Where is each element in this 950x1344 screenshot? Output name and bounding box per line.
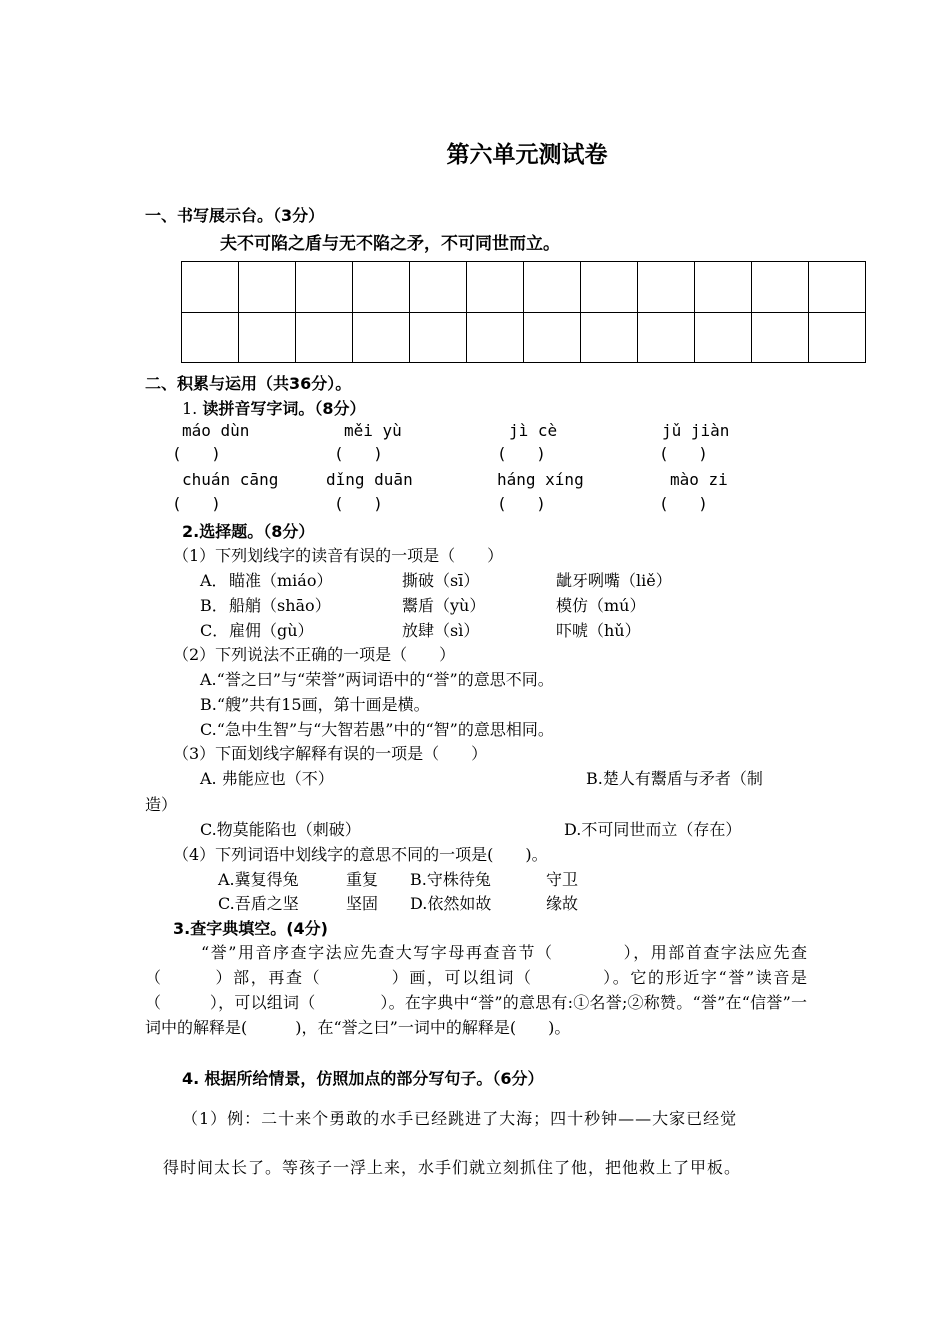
grid-cell[interactable] <box>353 262 410 313</box>
q2-3-option-d: D.不可同世而立（存在） <box>564 820 742 839</box>
q4-example-line-2: 得时间太长了。等孩子一浮上来，水手们就立刻抓住了他，把他救上了甲板。 <box>163 1158 742 1177</box>
q2-1-option-c-1: 雇佣（gù） <box>229 621 314 640</box>
answer-blank[interactable]: ( ) <box>659 444 708 463</box>
q2-2-option-b: B.“艘”共有15画，第十画是横。 <box>200 695 430 714</box>
q4-heading <box>182 1066 543 1089</box>
section-1-heading: 一、书写展示台。（3分） <box>145 206 325 225</box>
q2-4-stem: （4）下列词语中划线字的意思不同的一项是( )。 <box>173 845 548 864</box>
q2-1-option-b-2: 鬻盾（yù） <box>402 596 486 615</box>
answer-blank[interactable]: ( ) <box>334 444 383 463</box>
answer-blank[interactable]: ( ) <box>334 494 383 513</box>
pinyin-8: mào zi <box>670 470 728 489</box>
grid-cell[interactable] <box>752 312 809 363</box>
grid-cell[interactable] <box>695 262 752 313</box>
q2-3-option-a: A. 弗能应也（不） <box>200 769 334 788</box>
grid-cell[interactable] <box>581 312 638 363</box>
grid-cell[interactable] <box>182 262 239 313</box>
q1-number: 1. <box>182 399 198 418</box>
grid-cell[interactable] <box>296 262 353 313</box>
q2-1-option-c-3: 吓唬（hǔ） <box>556 621 641 640</box>
q2-1-option-c-2: 放肆（sì） <box>402 621 480 640</box>
q2-3-stem: （3）下面划线字解释有误的一项是（ ） <box>173 744 488 763</box>
grid-cell[interactable] <box>809 312 866 363</box>
pinyin-1: máo dùn <box>182 421 250 440</box>
pinyin-2: měi yù <box>344 421 402 440</box>
grid-cell[interactable] <box>239 312 296 363</box>
q2-1-option-a-1: 瞄准（miáo） <box>229 571 333 590</box>
q2-4-option-c: C.吾盾之坚 <box>218 894 299 913</box>
grid-row <box>182 312 866 363</box>
q1-title: 读拼音写字词。（8分） <box>202 399 366 418</box>
q2-1-option-a-3: 龇牙咧嘴（liě） <box>556 571 672 590</box>
grid-cell[interactable] <box>410 262 467 313</box>
q3-paragraph: “誉”用音序查字法应先查大写字母再查音节（ ），用部首查字法应先查（ ）部，再查（ ）画，可以组词（ ）。它的形近字“誉”读音是（ ），可以组词（ ）。在字典中“誉”的意思有:①名誉;②称赞。“誉”在“信誉”一词中的解释是( )，在“誉之曰”一词中的解释是( )。 <box>145 943 807 1037</box>
grid-cell[interactable] <box>239 262 296 313</box>
page-title: 第六单元测试卷 <box>446 142 608 168</box>
grid-cell[interactable] <box>524 262 581 313</box>
grid-cell[interactable] <box>581 262 638 313</box>
writing-grid <box>181 261 866 363</box>
grid-cell[interactable] <box>296 312 353 363</box>
q2-1-option-b-1: 船艄（shāo） <box>229 596 331 615</box>
q2-heading: 2.选择题。（8分） <box>182 522 315 541</box>
q2-4-option-b: B.守株待兔 <box>410 870 491 889</box>
q2-1-option-b-3: 模仿（mú） <box>556 596 646 615</box>
grid-cell[interactable] <box>524 312 581 363</box>
answer-blank[interactable]: ( ) <box>172 494 221 513</box>
q2-1-option-c-label: C． <box>200 621 229 640</box>
q4-example-line-1: （1）例：二十来个勇敢的水手已经跳进了大海；四十秒钟——大家已经觉 <box>182 1109 738 1128</box>
q2-4-option-a-word: 重复 <box>346 870 379 889</box>
q2-3-option-b-wrap: 造） <box>145 795 178 814</box>
pinyin-4: jǔ jiàn <box>662 421 730 440</box>
pinyin-7: háng xíng <box>497 470 584 489</box>
q4-title: 根据所给情景，仿照加点的部分写句子。（6分） <box>204 1069 544 1088</box>
grid-cell[interactable] <box>809 262 866 313</box>
grid-cell[interactable] <box>695 312 752 363</box>
answer-blank[interactable]: ( ) <box>659 494 708 513</box>
answer-blank[interactable]: ( ) <box>497 444 546 463</box>
q4-number: 4. <box>182 1069 200 1088</box>
model-sentence: 夫不可陷之盾与无不陷之矛，不可同世而立。 <box>220 234 560 254</box>
q2-3-option-c: C.物莫能陷也（刺破） <box>200 820 361 839</box>
pinyin-6: dǐng duān <box>326 470 413 489</box>
q2-4-option-d: D.依然如故 <box>410 894 492 913</box>
q2-2-option-a: A.“誉之曰”与“荣誉”两词语中的“誉”的意思不同。 <box>200 670 554 689</box>
section-2-heading: 二、积累与运用（共36分）。 <box>145 374 352 393</box>
answer-blank[interactable]: ( ) <box>497 494 546 513</box>
grid-cell[interactable] <box>182 312 239 363</box>
q2-2-stem: （2）下列说法不正确的一项是（ ） <box>173 645 456 664</box>
q2-1-stem: （1）下列划线字的读音有误的一项是（ ） <box>173 546 504 565</box>
grid-row <box>182 262 866 313</box>
q2-2-option-c: C.“急中生智”与“大智若愚”中的“智”的意思相同。 <box>200 720 554 739</box>
q2-3-option-b: B.楚人有鬻盾与矛者（制 <box>586 769 763 788</box>
q2-4-option-b-word: 守卫 <box>546 870 579 889</box>
q2-4-option-c-word: 坚固 <box>346 894 379 913</box>
pinyin-3: jì cè <box>509 421 558 440</box>
q2-1-option-a-2: 撕破（sī） <box>402 571 480 590</box>
grid-cell[interactable] <box>353 312 410 363</box>
q2-4-option-a: A.冀复得兔 <box>218 870 299 889</box>
q2-1-option-b-label: B． <box>200 596 228 615</box>
grid-cell[interactable] <box>410 312 467 363</box>
grid-cell[interactable] <box>638 262 695 313</box>
grid-cell[interactable] <box>467 262 524 313</box>
q1-heading <box>182 396 366 419</box>
grid-cell[interactable] <box>638 312 695 363</box>
q3-heading: 3.查字典填空。(4分) <box>173 919 328 938</box>
grid-cell[interactable] <box>752 262 809 313</box>
answer-blank[interactable]: ( ) <box>172 444 221 463</box>
q2-4-option-d-word: 缘故 <box>546 894 579 913</box>
grid-cell[interactable] <box>467 312 524 363</box>
q2-1-option-a-label: A． <box>200 571 228 590</box>
pinyin-5: chuán cāng <box>182 470 279 489</box>
